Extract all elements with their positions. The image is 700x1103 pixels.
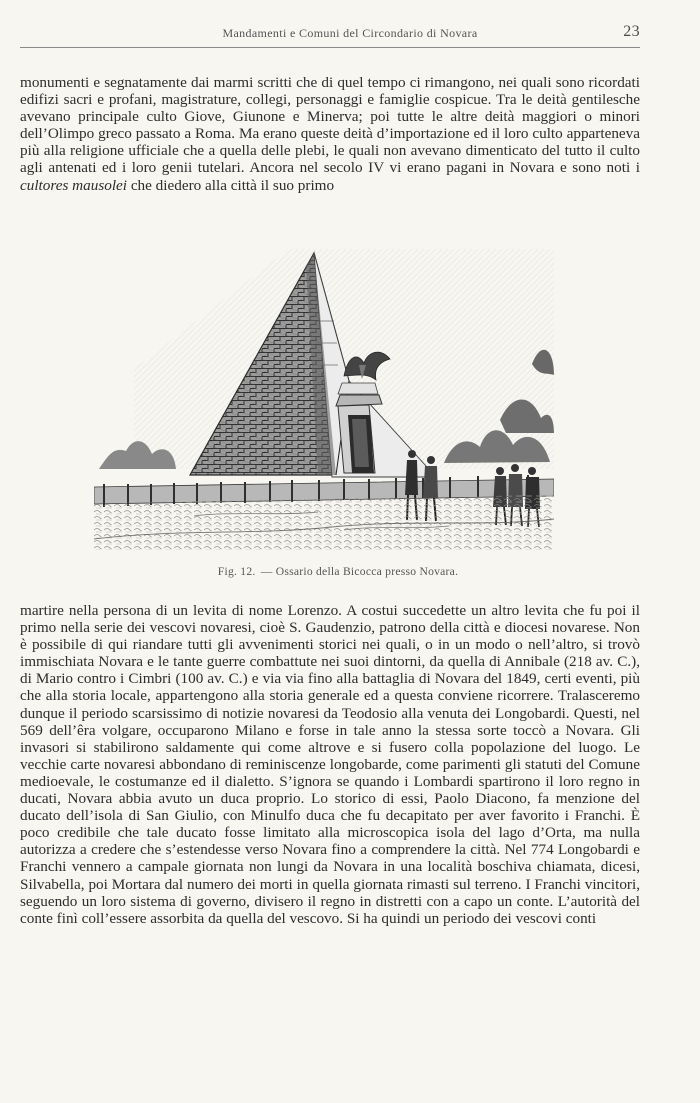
running-header [20,22,640,46]
running-header-title: Mandamenti e Comuni del Circondario di Novara [222,26,478,40]
figure-label: Fig. 12. [217,565,256,578]
intro-paragraph-italic-phrase: cultores mausolei [20,176,128,194]
main-body-paragraph: martire nella persona di un levita di nome Lorenzo. A costui succedette un altro levita che fu poi il primo nella serie dei vescovi novaresi, cioè S. Gaudenzio, patrono della città e diocesi novarese. Non è possibile di qui riandare tutti gli avvenimenti storici nei quali, o in un modo o nell’altro, si trovò immischiata Novara e le tante guerre combattute nei suoi dintorni, da quella di Annibale (218 av. C.), di Mario contro i Cimbri (100 av. C.) e via via fino alla battaglia di Novara del 1849, certi eventi, più che alla storia locale, appartengono alla storia generale ed a questa conviene ricorrere. Tralasceremo dunque il periodo scarsissimo di notizie novaresi da Teodosio alla venuta dei Longobardi. Questi, nel 569 dell’êra volgare, occuparono Milano e forse in tale anno la stessa sorte toccò a Novara. Gli invasori si stabilirono saldamente qui come altrove e si fusero colla popolazione del luogo. Le vecchie carte novaresi abbondano di reminiscenze longobarde, come parimenti gli statuti del Comune medioevale, le costumanze ed il dialetto. S’ignora se quando i Lombardi spartirono il loro regno in ducati, Novara abbia avuto un duca proprio. Lo storico di essi, Paolo Diacono, fa menzione del ducato dell’isola di San Giulio, con Minulfo duca che fu decapitato per aver favorito i Franchi. È poco credibile che tale ducato fosse limitato alla microscopica isola del lago d’Orta, ma nulla autorizza a credere che s’estendesse verso Novara fino a comprendere la città. Nel 774 Longobardi e Franchi vennero a campale giornata non lungi da Novara in una località boschiva chiamata, dicesi, Silvabella, poi Mortara dal numero dei morti in quella giornata rimasti sul terreno. I Franchi vincitori, seguendo un loro sistema di governo, divisero il regno in distretti con a capo un conte. L’autorità del conte finì coll’essere assorbita da quella del vescovo. Si ha quindi un periodo dei vescovi conti [20,602,640,927]
intro-paragraph-tail-text: che diedero alla città il suo primo [127,176,335,194]
intro-paragraph-lead-text: monumenti e segnatamente dai marmi scritti che di quel tempo ci rimangono, nei quali sono ricordati edifizi sacri e profani, magistrature, collegi, personaggi e famiglie cospicue. Tra le deità gentilesche avevano principale culto Giove, Giunone e Minerva; poi tutte le altre deità maggiori o minori dell’Olimpo greco passato a Roma. Ma erano queste deità d’importazione ed il loro culto apparteneva più alla religione ufficiale che a quella delle plebi, le quali non avevano dimenticato del tutto il culto agli antenati ed i loro genii tutelari. Ancora nel secolo IV vi erano pagani in Novara e sono noti i [20,74,640,177]
page-number: 23 [623,23,640,40]
intro-paragraph [20,74,640,264]
pyramid-ossuary-illustration-icon [94,249,554,550]
figure-caption [138,565,538,578]
figure-12 [94,249,554,550]
header-rule [20,47,640,48]
figure-caption-text: — Ossario della Bicocca presso Novara. [260,565,459,578]
